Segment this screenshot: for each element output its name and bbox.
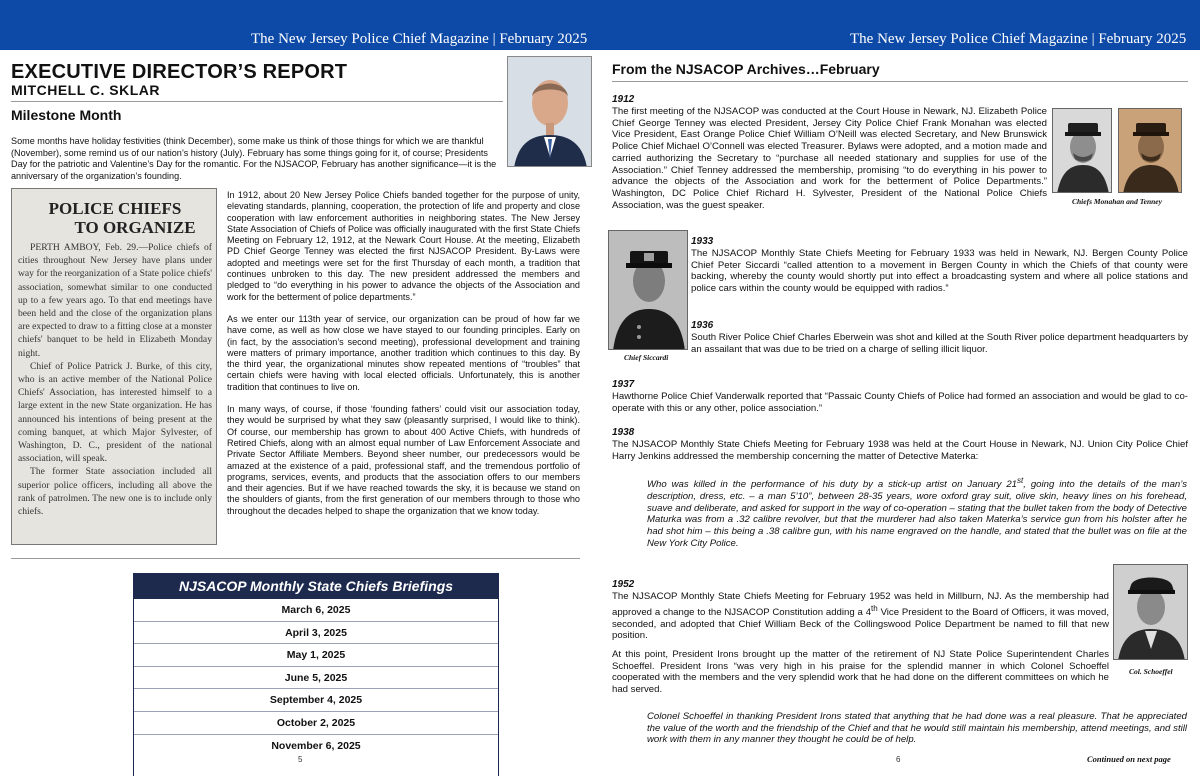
- report-author: MITCHELL C. SKLAR: [11, 82, 161, 98]
- continued-notice: Continued on next page: [1087, 754, 1171, 764]
- year-1912: 1912: [612, 94, 635, 105]
- author-portrait: [507, 56, 592, 167]
- clipping-paragraph: PERTH AMBOY, Feb. 29.—Police chiefs of cities throughout New Jersey have plans under way for the reorganization of a State police chiefs' association, somewhat similar to one conducted up to a few years ago. To that end meetings have been held and the close of the organization plans are expected to draw to a fitting close at a monster chiefs' banquet to be held in Elizabeth Monday night.: [18, 242, 212, 359]
- year-1938: 1938: [612, 427, 635, 438]
- police-colonel-portrait-icon: [1114, 565, 1188, 660]
- archives-title: From the NJSACOP Archives…February: [612, 61, 880, 77]
- page-number-right: 6: [896, 755, 901, 764]
- entry-superscript: th: [871, 603, 878, 613]
- entry-1933-text: The NJSACOP Monthly State Chiefs Meeting for February 1933 was held in Newark, NJ. Bergen County Police Chief Peter Siccardi “called attention to a movement in Bergen County in which the Chiefs of that county were backing, whereby the county would shortly put into effect a broadcasting system and where all police stations and police cars within the county would be equipped with radios.”: [691, 248, 1188, 295]
- briefing-date: April 3, 2025: [134, 622, 498, 645]
- entry-text: Vice President to the Board of Officers, it was moved, seconded, and adopted that Chief William Beck of the Collingswood Police Department be named to fill that new position.: [612, 606, 1109, 642]
- briefing-date: September 4, 2025: [134, 689, 498, 712]
- quote-text: , going into the details of the man’s description, dress, etc. – a man 5’10”, between 28-35 years, wore oxford gray suit, olive skin, heavy lines on his forehead, suave and deliberate, and asked for support in the way of co-operation – stating that the bullet taken from the body of Detective Maturka was from a .32 calibre revolver, but that the murderer had also taken Materka’s service gun from his holster after he had shot him – this being a .38 calibre gun, with his name engraved on the handle, and stated that the bullet was on file at the New York City Police.: [647, 479, 1187, 549]
- page-number-left: 5: [298, 755, 303, 764]
- entry-1952-text: [612, 591, 1109, 642]
- entry-1937-text: Hawthorne Police Chief Vanderwalk reported that “Passaic County Chiefs of Police had formed an association and would be glad to co-operate with this or any other, police association.”: [612, 391, 1188, 414]
- clipping-body: [18, 241, 212, 518]
- entry-1938-text: The NJSACOP Monthly State Chiefs Meeting for February 1938 was held at the Court House in Newark, NJ. Union City Police Chief Harry Jenkins addressed the membership concerning the matter of Detective Materka:: [612, 439, 1188, 462]
- banner-title-left: The New Jersey Police Chief Magazine | February 2025: [251, 31, 588, 47]
- briefings-title: NJSACOP Monthly State Chiefs Briefings: [134, 574, 498, 599]
- year-1936: 1936: [691, 320, 714, 331]
- year-1952: 1952: [612, 579, 635, 590]
- clipping-paragraph: The former State association included all superior police officers, including all above the rank of patrolmen. The new one is to include only chiefs.: [18, 466, 212, 518]
- intro-paragraph: Some months have holiday festivities (think December), some make us think of those things for which we are thankful (November), some remind us of our nation’s history (July). February has some things going for it, of course; Presidents Day for the patriotic and Valentine’s Day for the romantic. For the NJSACOP, February has another significance—it is the anniversary of the organization’s founding.: [11, 136, 497, 181]
- quote-text: Who was killed in the performance of his duty by a stick-up artist on January 21: [647, 479, 1018, 491]
- briefings-list: [134, 599, 498, 757]
- police-chief-portrait-icon: [609, 231, 688, 350]
- entry-1938-quote: [647, 475, 1187, 549]
- police-chief-portrait-icon: [1119, 109, 1182, 193]
- year-1933: 1933: [691, 236, 714, 247]
- report-paragraph: In 1912, about 20 New Jersey Police Chiefs banded together for the purpose of unity, elevating standards, planning, cooperation, the protection of life and property and close cooperation with law enforcement authorities in neighboring states. The New Jersey State Association of Chiefs of Police was officially inaugurated with the first State Chiefs Meeting on February 12, 1912, at the Newark Court House. At the meeting, Elizabeth PD Chief George Tenney was elected the first NJSACOP President. By-Laws were adopted and meetings were set for the first Thursday of each month, a tradition that continues unbroken to this day. The new president addressed the members and pledged to “do everything in his power to advance the objects of the Association and work for the betterment of police departments.”: [227, 190, 580, 302]
- entry-1952-quote: Colonel Schoeffel in thanking President Irons stated that anything that he had done was a real pleasure. That he appreciated the value of the worth and the friendship of the Chief and that he would still maintain his membership, attend meetings, and still work with them in any manner they thought he could be of help.: [647, 711, 1187, 746]
- report-body: [227, 190, 580, 528]
- archives-divider: [612, 81, 1188, 82]
- photo-schoeffel: [1113, 564, 1188, 660]
- briefing-date: June 5, 2025: [134, 667, 498, 690]
- briefings-box: [133, 573, 499, 776]
- report-paragraph: As we enter our 113th year of service, our organization can be proud of how far we have come, as well as how close we have stayed to our founding principles. Early on (in fact, by the association’s second meeting), professional development and training were matters of primary importance, another tradition which continues to this day. By the third year, the organizational minutes show repeated mentions of “troubles” that certain chiefs were having with local elected officials. Unfortunately, this is another tradition that continues to live on.: [227, 313, 580, 392]
- entry-text: The NJSACOP Monthly State Chiefs Meeting for February 1952 was held in Millburn, NJ. As the membership had approved a change to the NJSACOP Constitution adding a 4: [612, 591, 1109, 618]
- briefing-date: March 6, 2025: [134, 599, 498, 622]
- entry-1936-text: South River Police Chief Charles Eberwein was shot and killed at the South River police department headquarters by an assailant that was due to be tried on a charge of selling illicit liquor.: [691, 332, 1188, 355]
- police-chief-portrait-icon: [1053, 109, 1112, 193]
- section-divider: [11, 558, 580, 559]
- banner-title-right: The New Jersey Police Chief Magazine | February 2025: [850, 31, 1187, 47]
- clipping-headline-2: TO ORGANIZE: [74, 218, 196, 237]
- clipping-paragraph: Chief of Police Patrick J. Burke, of this city, who is an active member of the National Police Chiefs' Association, has interested himself to a large extent in the new State organization. He has announced his intentions of being present at the coming banquet, at which Major Sylvester, of Washington, D. C., president of the national association, will speak.: [18, 360, 212, 465]
- left-page: [0, 50, 600, 776]
- briefing-date: November 6, 2025: [271, 739, 361, 752]
- caption-schoeffel: Col. Schoeffel: [1129, 667, 1173, 676]
- photo-tenney: [1118, 108, 1182, 193]
- clipping-headline-1: POLICE CHIEFS: [48, 199, 182, 218]
- title-divider: [11, 101, 503, 102]
- briefing-date: October 2, 2025: [134, 712, 498, 735]
- person-portrait-icon: [508, 57, 592, 167]
- entry-1952-text-2: At this point, President Irons brought up the matter of the retirement of NJ State Police Superintendent Charles Schoeffel. President Irons “was very high in his praise for the splendid manner in which Colonel Schoeffel cooperated with the members and the very splendid work that he had done on the different committees on which he had served.: [612, 649, 1109, 696]
- newspaper-clipping: [11, 188, 217, 545]
- report-title: EXECUTIVE DIRECTOR’S REPORT: [11, 61, 348, 83]
- magazine-banner: [0, 0, 1200, 50]
- entry-1912-text: The first meeting of the NJSACOP was conducted at the Court House in Newark, NJ. Elizabeth Police Chief George Tenney was elected President, Jersey City Police Chief Frank Monahan was elected Vice President, East Orange Police Chief William O’Neill was elected Secretary, and New Brunswick Police Chief Michael O’Connell was elected Treasurer. Bylaws were adopted, and a motion made and carried authorizing the Secretary to “purchase all needed stationary and supplies for use of the Association.” Chief Tenney addressed the membership, promising “to do everything in his power to advance the objects of the Association and work for the betterment of Police Departments.” Washington, DC Police Chief Richard H. Sylvester, President of the National Police Chiefs Association, was the guest speaker.: [612, 106, 1047, 211]
- year-1937: 1937: [612, 379, 635, 390]
- briefing-date: May 1, 2025: [134, 644, 498, 667]
- photo-siccardi: [608, 230, 688, 350]
- caption-siccardi: Chief Siccardi: [624, 353, 669, 362]
- right-page: [600, 50, 1200, 776]
- photo-monahan: [1052, 108, 1112, 193]
- report-paragraph: In many ways, of course, if those ‘founding fathers’ could visit our association today, they would be surprised by what they saw (pleasantly surprised, I would like to think). Of course, our membership has grown to about 400 Active Chiefs, with hundreds of Retired Chiefs, along with an almost equal number of Law Enforcement Associate and Private Sector Affiliate Members. Beyond sheer number, our predecessors would be amazed at the existence of a paid, professional staff, and the tremendous portfolio of programs, services, events, and products that the association offers to our members and their agencies. But if we have reached towards the sky, it is because we stand on the shoulders of giants, from the first generation of our members through to those who throughout the decades helped to shape the organization that we know today.: [227, 404, 580, 516]
- caption-monahan-tenney: Chiefs Monahan and Tenney: [1072, 197, 1162, 206]
- report-subtitle: Milestone Month: [11, 107, 122, 123]
- quote-superscript: st: [1017, 476, 1024, 485]
